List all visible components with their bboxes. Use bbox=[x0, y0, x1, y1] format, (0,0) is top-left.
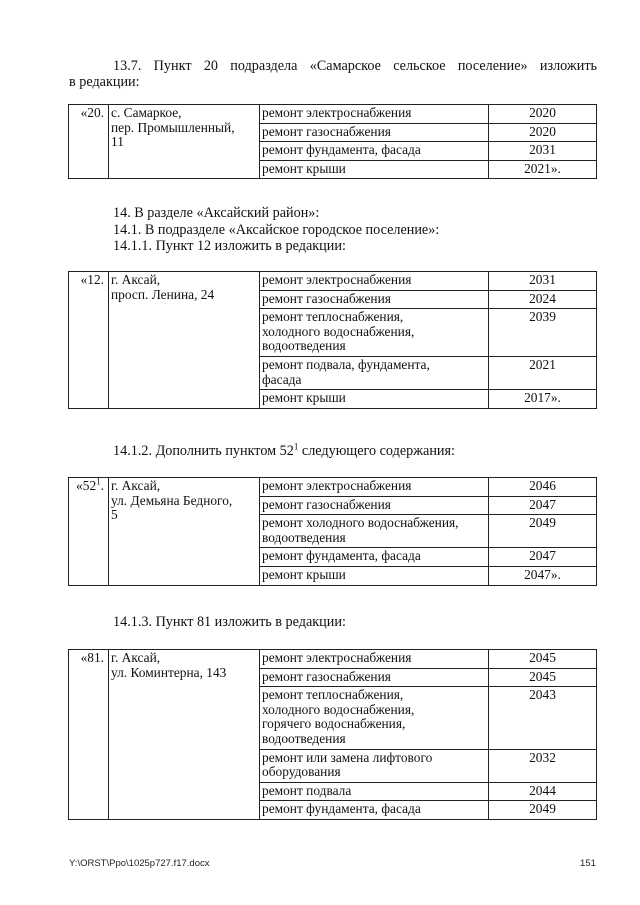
item-address bbox=[109, 105, 260, 179]
work-line: фасада bbox=[262, 371, 302, 387]
address-line: 11 bbox=[111, 134, 124, 150]
address-line: г. Аксай, bbox=[111, 650, 161, 665]
work-line: ремонт теплоснабжения, bbox=[262, 687, 404, 703]
work-year: 2031 bbox=[489, 142, 597, 161]
item-number-superscript: 1 bbox=[96, 476, 101, 487]
address-line: г. Аксай, bbox=[111, 478, 161, 493]
work-year: 2047 bbox=[489, 548, 597, 567]
work-type bbox=[260, 515, 489, 548]
work-type: ремонт крыши bbox=[260, 566, 489, 585]
work-type: ремонт электроснабжения bbox=[260, 272, 489, 291]
table-row bbox=[69, 272, 597, 291]
work-year: 2045 bbox=[489, 668, 597, 687]
section-14-1-2-heading bbox=[113, 443, 455, 459]
section-14-1-heading: 14.1. В подразделе «Аксайское городское поселение»: bbox=[113, 222, 440, 238]
work-type: ремонт газоснабжения bbox=[260, 123, 489, 142]
item-number: «81. bbox=[69, 650, 109, 820]
work-type bbox=[260, 356, 489, 389]
work-year: 2047». bbox=[489, 566, 597, 585]
address-line: г. Аксай, bbox=[111, 272, 161, 287]
work-type: ремонт фундамента, фасада bbox=[260, 548, 489, 567]
work-line: водоотведения bbox=[262, 529, 346, 545]
work-line: водоотведения bbox=[262, 730, 346, 746]
table-item-12 bbox=[68, 271, 597, 409]
section-14-1-3-heading: 14.1.3. Пункт 81 изложить в редакции: bbox=[113, 614, 346, 630]
address-line: 5 bbox=[111, 507, 118, 523]
paragraph-13-7 bbox=[69, 58, 597, 90]
work-year: 2047 bbox=[489, 496, 597, 515]
work-type: ремонт газоснабжения bbox=[260, 496, 489, 515]
work-type: ремонт электроснабжения bbox=[260, 478, 489, 497]
heading-text: 14.1.2. Дополнить пунктом 52 bbox=[113, 443, 294, 459]
paragraph-13-7-line2: в редакции: bbox=[69, 74, 140, 90]
work-year: 2017». bbox=[489, 390, 597, 409]
work-type: ремонт подвала bbox=[260, 782, 489, 801]
address-line: ул. Коминтерна, 143 bbox=[111, 664, 227, 680]
work-type: ремонт крыши bbox=[260, 390, 489, 409]
table-row bbox=[69, 105, 597, 124]
work-line: холодного водоснабжения, bbox=[262, 323, 415, 339]
work-line: водоотведения bbox=[262, 338, 346, 354]
heading-superscript: 1 bbox=[293, 441, 299, 452]
item-number: «12. bbox=[69, 272, 109, 409]
work-line: оборудования bbox=[262, 764, 341, 780]
item-number bbox=[69, 478, 109, 586]
work-type: ремонт газоснабжения bbox=[260, 668, 489, 687]
work-type: ремонт фундамента, фасада bbox=[260, 801, 489, 820]
work-year: 2046 bbox=[489, 478, 597, 497]
work-line: ремонт теплоснабжения, bbox=[262, 309, 404, 325]
footer-file-path: Y:\ORST\Ppo\1025p727.f17.docx bbox=[69, 858, 210, 869]
work-year: 2039 bbox=[489, 309, 597, 357]
work-type bbox=[260, 749, 489, 782]
table-row bbox=[69, 650, 597, 669]
item-address bbox=[109, 650, 260, 820]
work-year: 2044 bbox=[489, 782, 597, 801]
work-type: ремонт электроснабжения bbox=[260, 650, 489, 669]
work-year: 2020 bbox=[489, 105, 597, 124]
work-year: 2032 bbox=[489, 749, 597, 782]
work-year: 2020 bbox=[489, 123, 597, 142]
work-year: 2043 bbox=[489, 687, 597, 749]
work-year: 2024 bbox=[489, 290, 597, 309]
work-year: 2031 bbox=[489, 272, 597, 291]
work-line: холодного водоснабжения, bbox=[262, 701, 415, 717]
address-line: просп. Ленина, 24 bbox=[111, 286, 215, 302]
work-type: ремонт газоснабжения bbox=[260, 290, 489, 309]
work-year: 2049 bbox=[489, 801, 597, 820]
section-14-heading: 14. В разделе «Аксайский район»: bbox=[113, 205, 320, 221]
footer-page-number: 151 bbox=[580, 858, 596, 869]
item-number: «20. bbox=[69, 105, 109, 179]
work-type: ремонт фундамента, фасада bbox=[260, 142, 489, 161]
item-number-end: . bbox=[100, 478, 104, 493]
work-line: горячего водоснабжения, bbox=[262, 716, 406, 732]
section-14-1-1-heading: 14.1.1. Пункт 12 изложить в редакции: bbox=[113, 238, 346, 254]
heading-text-rest: следующего содержания: bbox=[298, 443, 455, 459]
address-line: ул. Демьяна Бедного, bbox=[111, 492, 233, 508]
item-address bbox=[109, 478, 260, 586]
work-year: 2021». bbox=[489, 160, 597, 179]
table-item-81 bbox=[68, 649, 597, 820]
work-type: ремонт электроснабжения bbox=[260, 105, 489, 124]
table-item-52-1 bbox=[68, 477, 597, 586]
table-row bbox=[69, 478, 597, 497]
work-line: ремонт или замена лифтового bbox=[262, 749, 433, 765]
work-type: ремонт крыши bbox=[260, 160, 489, 179]
work-year: 2045 bbox=[489, 650, 597, 669]
paragraph-13-7-line1: 13.7. Пункт 20 подраздела «Самарское сельское поселение» изложить bbox=[113, 58, 597, 74]
work-line: ремонт холодного водоснабжения, bbox=[262, 515, 459, 531]
table-item-20 bbox=[68, 104, 597, 179]
item-address bbox=[109, 272, 260, 409]
item-number-text: «52 bbox=[76, 478, 97, 493]
address-line: с. Самаркое, bbox=[111, 105, 182, 120]
work-year: 2021 bbox=[489, 356, 597, 389]
work-year: 2049 bbox=[489, 515, 597, 548]
address-line: пер. Промышленный, bbox=[111, 119, 235, 135]
work-type bbox=[260, 687, 489, 749]
work-type bbox=[260, 309, 489, 357]
work-line: ремонт подвала, фундамента, bbox=[262, 356, 430, 372]
